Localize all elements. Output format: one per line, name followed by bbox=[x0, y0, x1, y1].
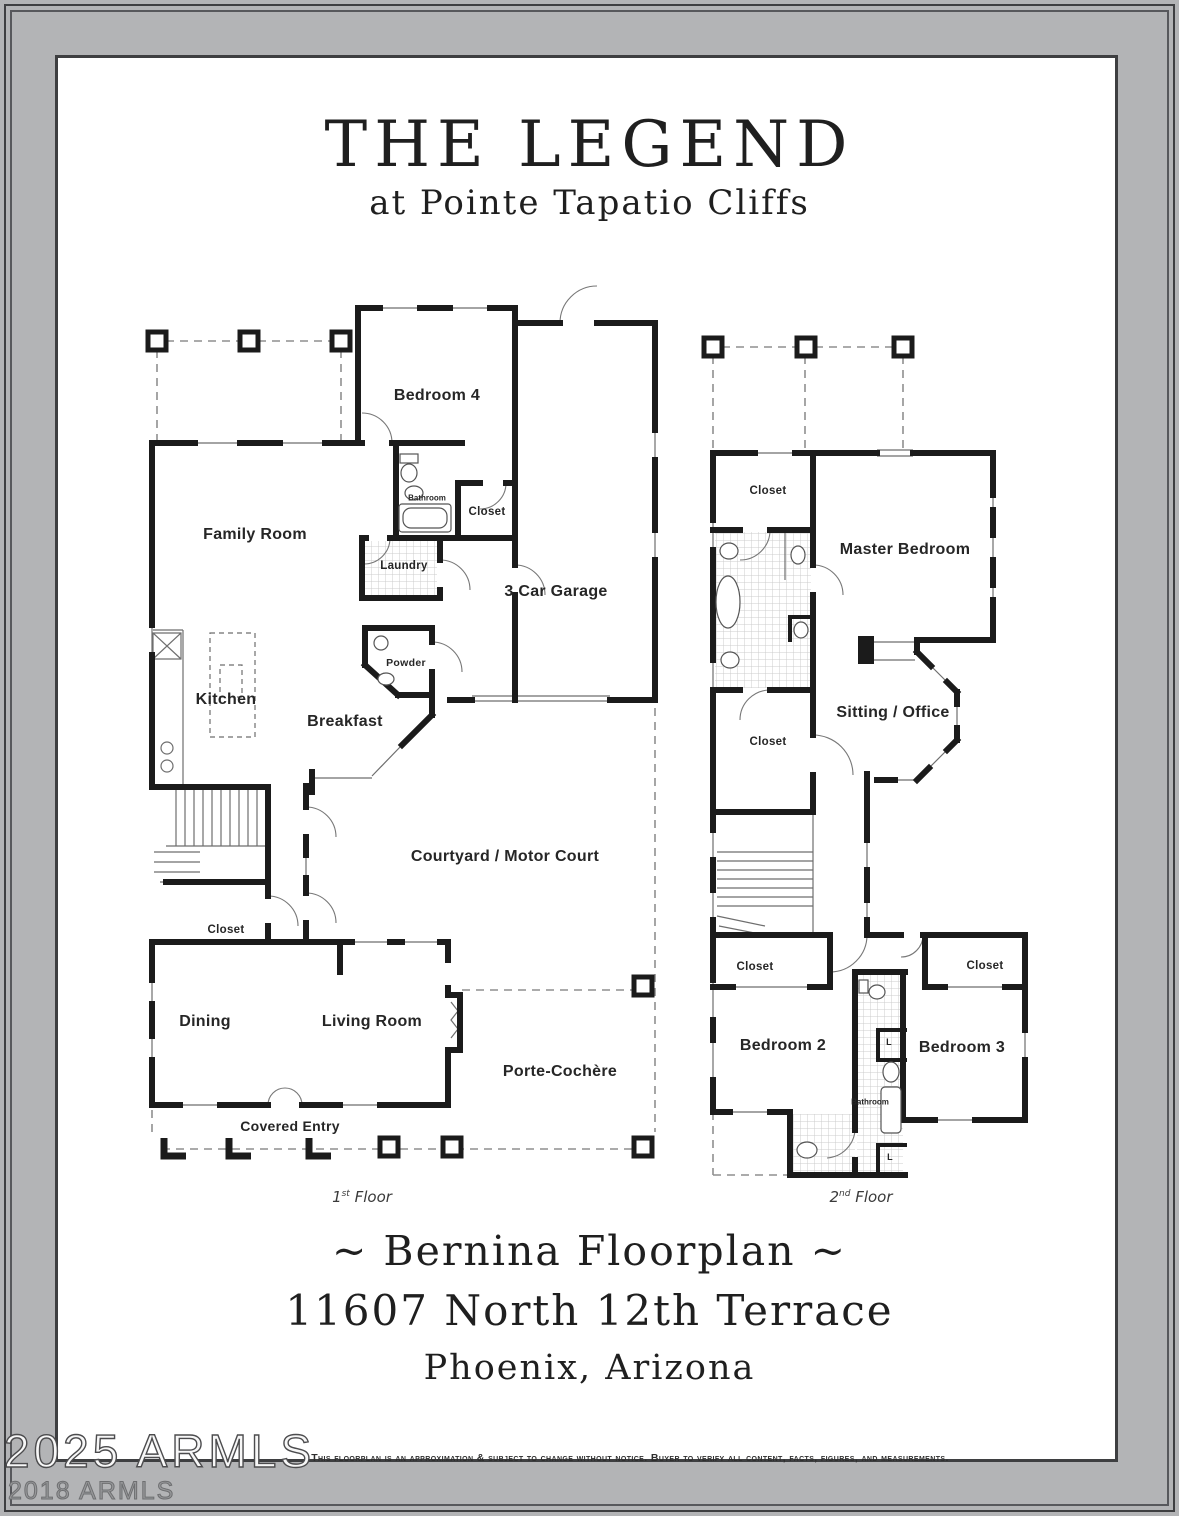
room-label-closet-garage: Closet bbox=[468, 506, 506, 518]
room-label-covered-entry: Covered Entry bbox=[240, 1118, 340, 1134]
room-label-bedroom3: Bedroom 3 bbox=[918, 1039, 1006, 1056]
floor2-caption-sup: nd bbox=[839, 1189, 851, 1199]
room-label-closet-bedroom3: Closet bbox=[966, 960, 1004, 972]
room-label-closet-stairs: Closet bbox=[207, 924, 245, 936]
address: 11607 North 12th Terrace bbox=[285, 1286, 894, 1335]
city-state: Phoenix, Arizona bbox=[423, 1348, 756, 1388]
room-label-porte-cochere: Porte-Cochère bbox=[502, 1063, 618, 1080]
room-label-bedroom2: Bedroom 2 bbox=[739, 1037, 827, 1054]
room-label-closet-master: Closet bbox=[749, 485, 787, 497]
floor2-plan bbox=[695, 330, 1045, 1210]
room-label-family-room: Family Room bbox=[203, 526, 307, 543]
watermark-2025-armls: 2025 ARMLS bbox=[4, 1425, 316, 1477]
plan-name: ~ Bernina Floorplan ~ bbox=[332, 1227, 847, 1275]
room-label-bathroom-f2: Bathroom bbox=[851, 1097, 889, 1107]
room-label-kitchen: Kitchen bbox=[195, 691, 257, 708]
balcony-posts bbox=[704, 338, 912, 356]
room-label-bedroom4: Bedroom 4 bbox=[393, 387, 481, 404]
room-label-bathroom-f1: Bathroom bbox=[408, 493, 446, 503]
floor1-caption-num: 1 bbox=[332, 1188, 342, 1206]
floor2-caption-word: Floor bbox=[855, 1188, 893, 1206]
room-label-linen2: L bbox=[887, 1152, 893, 1162]
room-label-sitting-office: Sitting / Office bbox=[836, 704, 950, 721]
room-label-closet-bedroom2: Closet bbox=[736, 961, 774, 973]
room-label-garage: 3 Car Garage bbox=[504, 583, 608, 600]
room-label-linen1: L bbox=[886, 1037, 892, 1047]
room-label-powder: Powder bbox=[386, 657, 426, 669]
watermark-2018-armls: 2018 ARMLS bbox=[8, 1477, 176, 1505]
page-subtitle: at Pointe Tapatio Cliffs bbox=[369, 183, 810, 223]
floor2-caption-num: 2 bbox=[829, 1188, 840, 1206]
room-label-living-room: Living Room bbox=[321, 1013, 423, 1030]
builtin-shelf bbox=[858, 636, 874, 664]
room-label-master-bedroom: Master Bedroom bbox=[839, 541, 971, 558]
page-title: THE LEGEND bbox=[324, 108, 855, 182]
room-label-dining: Dining bbox=[179, 1013, 231, 1030]
floor1-caption bbox=[332, 1188, 392, 1206]
room-label-courtyard: Courtyard / Motor Court bbox=[410, 848, 600, 865]
room-label-breakfast: Breakfast bbox=[307, 713, 383, 730]
floor1-plan bbox=[140, 280, 670, 1180]
room-label-closet-hall: Closet bbox=[749, 736, 787, 748]
floor1-caption-word: Floor bbox=[354, 1188, 392, 1206]
disclaimer-text: This floorplan is an approximation & subject to change without notice. Buyer to verify all content, facts, figures, and measurements. bbox=[311, 1452, 949, 1464]
floor1-caption-sup: st bbox=[341, 1189, 350, 1199]
floor2-caption bbox=[829, 1188, 892, 1206]
room-label-laundry: Laundry bbox=[380, 560, 428, 572]
